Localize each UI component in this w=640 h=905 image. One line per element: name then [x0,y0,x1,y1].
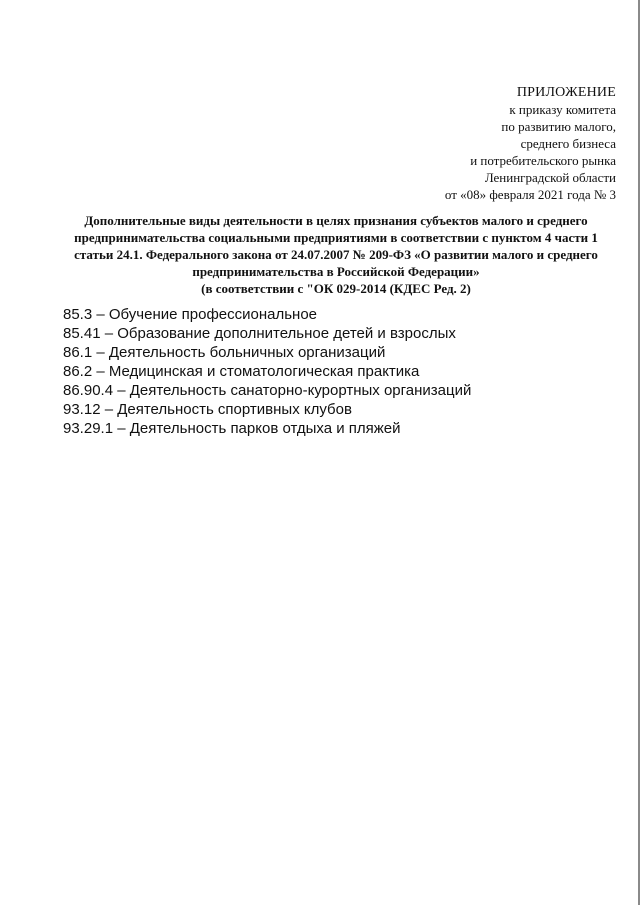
heading-line: статьи 24.1. Федерального закона от 24.07.2007 № 209-ФЗ «О развитии малого и среднего [74,247,598,262]
activity-list [63,305,471,438]
activity-item: 93.12 – Деятельность спортивных клубов [63,401,352,418]
appendix-line: Ленинградской области [484,170,616,185]
appendix-header [445,84,616,203]
heading-line: (в соответствии с "ОК 029-2014 (КДЕС Ред. 2) [201,281,471,296]
activity-item: 86.90.4 – Деятельность санаторно-курортных организаций [63,382,472,399]
appendix-line: по развитию малого, [501,119,616,134]
document-heading [60,212,612,297]
heading-line: предпринимательства в Российской Федерации» [192,264,480,279]
appendix-date-line: от «08» февраля 2021 года № 3 [444,187,616,202]
appendix-line: к приказу комитета [509,102,616,117]
appendix-line: среднего бизнеса [520,136,616,151]
activity-item: 93.29.1 – Деятельность парков отдыха и пляжей [63,420,401,437]
appendix-line: и потребительского рынка [470,153,616,168]
activity-item: 86.2 – Медицинская и стоматологическая практика [63,363,420,380]
heading-line: Дополнительные виды деятельности в целях признания субъектов малого и среднего [84,213,588,228]
heading-line: предпринимательства социальными предприятиями в соответствии с пунктом 4 части 1 [74,230,598,245]
activity-item: 86.1 – Деятельность больничных организаций [63,344,386,361]
appendix-title: ПРИЛОЖЕНИЕ [516,85,616,100]
activity-item: 85.3 – Обучение профессиональное [63,306,318,323]
activity-item: 85.41 – Образование дополнительное детей и взрослых [63,325,456,342]
